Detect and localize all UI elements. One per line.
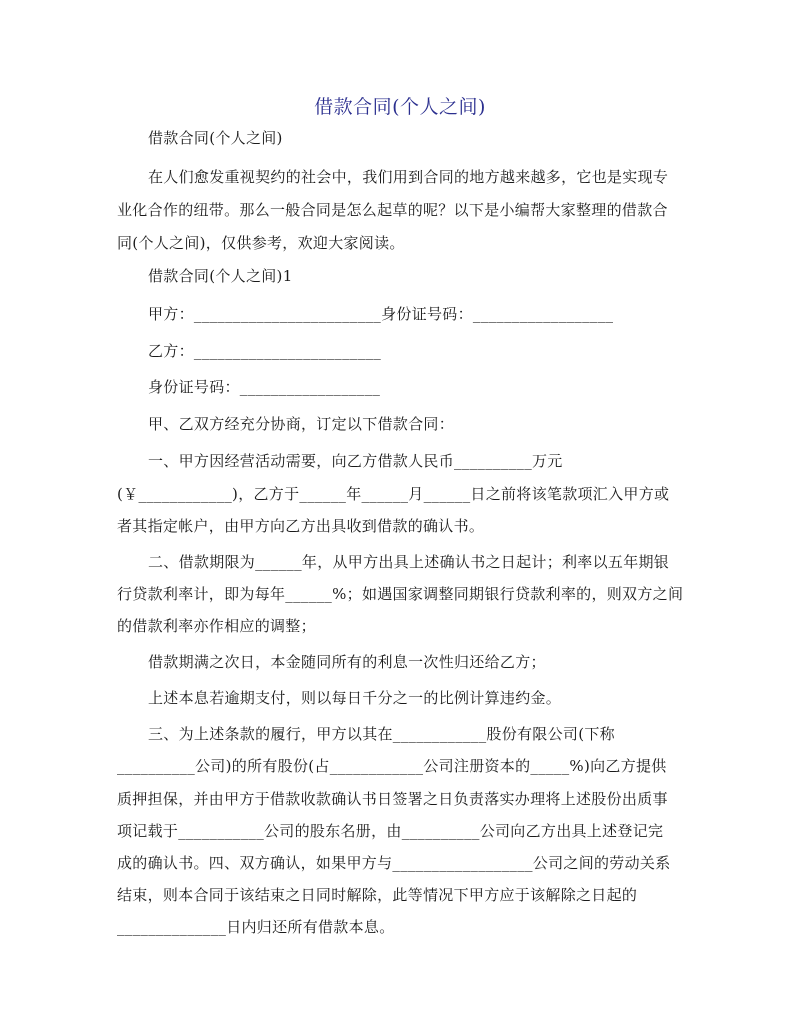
clause-1-line-2: (￥____________)，乙方于______年______月______日之前将该笔款项汇入甲方或 <box>117 485 670 503</box>
clause-1-line-1: 一、甲方因经营活动需要，向乙方借款人民币__________万元 <box>148 452 563 470</box>
clause-3-line-3: 质押担保，并由甲方于借款收款确认书日签署之日负责落实办理将上述股份出质事 <box>117 790 668 808</box>
clause-3-line-7: ______________日内归还所有借款本息。 <box>117 918 395 936</box>
party-b-id-line: 身份证号码：__________________ <box>148 378 381 396</box>
intro-line-1: 在人们愈发重视契约的社会中，我们用到合同的地方越来越多，它也是实现专 <box>148 168 669 186</box>
section-heading: 借款合同(个人之间)1 <box>148 267 293 285</box>
party-a-line: 甲方：________________________身份证号码：__________________ <box>148 305 614 323</box>
party-b-line: 乙方：________________________ <box>148 342 382 360</box>
clause-3-line-5: 成的确认书。四、双方确认，如果甲方与__________________公司之间的劳动关系 <box>117 854 671 872</box>
clause-2-line-1: 二、借款期限为______年，从甲方出具上述确认书之日起计；利率以五年期银 <box>148 553 670 571</box>
clause-3-line-6: 结束，则本合同于该结束之日同时解除，此等情况下甲方应于该解除之日起的 <box>117 886 638 904</box>
intro-line-2: 业化合作的纽带。那么一般合同是怎么起草的呢？以下是小编帮大家整理的借款合 <box>117 201 668 219</box>
clause-3-line-4: 项记载于___________公司的股东名册，由__________公司向乙方出具上述登记完 <box>117 822 664 840</box>
doc-subtitle: 借款合同(个人之间) <box>148 129 283 147</box>
clause-2-line-3: 的借款利率亦作相应的调整； <box>117 617 316 635</box>
agreement-intro: 甲、乙双方经充分协商，订定以下借款合同： <box>148 415 455 433</box>
clause-2-line-2: 行贷款利率计，即为每年______%；如遇国家调整同期银行贷款利率的，则双方之间 <box>117 585 684 603</box>
penalty-line: 上述本息若逾期支付，则以每日千分之一的比例计算违约金。 <box>148 689 562 707</box>
document-title: 借款合同(个人之间) <box>314 96 486 118</box>
intro-line-3: 同(个人之间)，仅供参考，欢迎大家阅读。 <box>117 234 405 252</box>
maturity-line: 借款期满之次日，本金随同所有的利息一次性归还给乙方； <box>148 653 546 671</box>
clause-1-line-3: 者其指定帐户，由甲方向乙方出具收到借款的确认书。 <box>117 517 485 535</box>
clause-3-line-1: 三、为上述条款的履行，甲方以其在____________股份有限公司(下称 <box>148 725 615 743</box>
clause-3-line-2: __________公司)的所有股份(占____________公司注册资本的_____%)向乙方提供 <box>117 757 667 775</box>
